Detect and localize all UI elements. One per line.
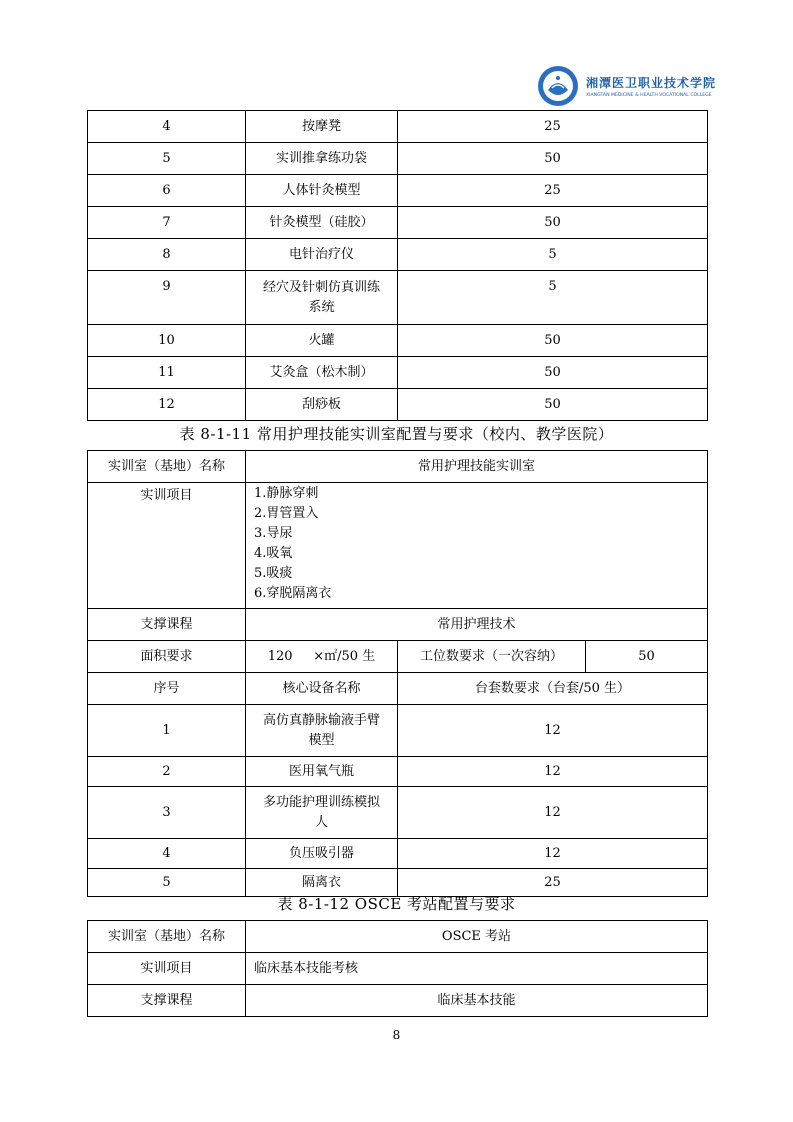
page-number: 8 <box>392 1028 401 1042</box>
room-label: 实训室（基地）名称 <box>88 921 246 953</box>
table-row <box>88 921 708 953</box>
projects-label: 实训项目 <box>88 953 246 985</box>
row-number: 3 <box>88 787 246 839</box>
equipment-name-line2: 模型 <box>308 732 335 748</box>
equipment-qty: 5 <box>398 271 708 325</box>
row-number: 6 <box>88 175 246 207</box>
table-row <box>88 175 708 207</box>
projects-label: 实训项目 <box>88 483 246 609</box>
equipment-name <box>246 271 398 325</box>
equipment-name: 隔离衣 <box>246 869 398 897</box>
list-item: 1.静脉穿刺 <box>254 486 319 501</box>
row-number: 11 <box>88 357 246 389</box>
table-row <box>88 609 708 641</box>
equipment-qty: 25 <box>398 175 708 207</box>
equipment-qty: 12 <box>398 705 708 757</box>
equipment-name-line1: 经穴及针刺仿真训练 <box>262 279 380 295</box>
table-row <box>88 985 708 1017</box>
college-logo <box>536 62 717 110</box>
college-name-en: XIANGTAN MEDICINE & HEALTH VOCATIONAL COLLEGE <box>586 93 712 98</box>
area-label: 面积要求 <box>88 641 246 673</box>
course-label: 支撑课程 <box>88 985 246 1017</box>
row-number: 9 <box>88 271 246 325</box>
course-value: 临床基本技能 <box>246 985 708 1017</box>
area-unit: ×㎡/50 生 <box>313 648 376 664</box>
table-row <box>88 357 708 389</box>
table-caption-8-1-11: 表 8-1-11 常用护理技能实训室配置与要求（校内、教学医院） <box>179 425 614 443</box>
equipment-qty: 50 <box>398 389 708 421</box>
equipment-name: 电针治疗仪 <box>246 239 398 271</box>
equipment-name-line1: 高仿真静脉输液手臂 <box>262 712 380 728</box>
equipment-qty: 12 <box>398 839 708 869</box>
equipment-qty: 50 <box>398 143 708 175</box>
list-item: 3.导尿 <box>254 526 293 541</box>
table-row <box>88 143 708 175</box>
table-row <box>88 705 708 757</box>
equipment-name: 按摩凳 <box>246 111 398 143</box>
area-value <box>246 641 398 673</box>
table-row <box>88 641 708 673</box>
row-number: 5 <box>88 143 246 175</box>
row-number: 7 <box>88 207 246 239</box>
area-number: 120 <box>267 648 293 664</box>
table-caption-8-1-12: 表 8-1-12 OSCE 考站配置与要求 <box>277 895 516 913</box>
stations-value: 50 <box>586 641 708 673</box>
equipment-qty: 12 <box>398 757 708 787</box>
row-number: 10 <box>88 325 246 357</box>
projects-value: 临床基本技能考核 <box>246 953 708 985</box>
equipment-qty: 25 <box>398 869 708 897</box>
table-row <box>88 787 708 839</box>
row-number: 4 <box>88 111 246 143</box>
college-name-cn: 湘潭医卫职业技术学院 <box>586 76 717 90</box>
equipment-name-line2: 人 <box>314 814 328 830</box>
course-value: 常用护理技术 <box>246 609 708 641</box>
table-row <box>88 207 708 239</box>
equipment-name: 艾灸盒（松木制） <box>246 357 398 389</box>
equipment-name <box>246 705 398 757</box>
equipment-qty: 50 <box>398 357 708 389</box>
table-row <box>88 839 708 869</box>
table-header-row <box>88 673 708 705</box>
equipment-name: 人体针灸模型 <box>246 175 398 207</box>
row-number: 1 <box>88 705 246 757</box>
college-emblem-icon <box>536 64 580 108</box>
equipment-name: 实训推拿练功袋 <box>246 143 398 175</box>
equipment-name-line1: 多功能护理训练模拟 <box>262 794 380 810</box>
equipment-name: 医用氧气瓶 <box>246 757 398 787</box>
equipment-name: 刮痧板 <box>246 389 398 421</box>
row-number: 12 <box>88 389 246 421</box>
equipment-name-line2: 系统 <box>308 299 335 315</box>
table-row <box>88 757 708 787</box>
equipment-name: 火罐 <box>246 325 398 357</box>
row-number: 8 <box>88 239 246 271</box>
table-row <box>88 325 708 357</box>
equipment-qty: 25 <box>398 111 708 143</box>
row-number: 5 <box>88 869 246 897</box>
table-row <box>88 271 708 325</box>
equipment-name: 针灸模型（硅胶） <box>246 207 398 239</box>
table-row <box>88 111 708 143</box>
table-row <box>88 483 708 609</box>
projects-list <box>246 483 708 609</box>
col-header-no: 序号 <box>88 673 246 705</box>
nursing-lab-table <box>87 450 708 897</box>
row-number: 4 <box>88 839 246 869</box>
col-header-qty: 台套数要求（台套/50 生） <box>398 673 708 705</box>
equipment-table-continued <box>87 110 708 421</box>
list-item: 5.吸痰 <box>254 566 293 581</box>
course-label: 支撑课程 <box>88 609 246 641</box>
osce-station-table <box>87 920 708 1017</box>
table-row <box>88 389 708 421</box>
equipment-name: 负压吸引器 <box>246 839 398 869</box>
equipment-name <box>246 787 398 839</box>
stations-label: 工位数要求（一次容纳） <box>398 641 586 673</box>
list-item: 4.吸氧 <box>254 546 293 561</box>
list-item: 6.穿脱隔离衣 <box>254 586 332 601</box>
table-row <box>88 953 708 985</box>
col-header-name: 核心设备名称 <box>246 673 398 705</box>
equipment-qty: 50 <box>398 207 708 239</box>
room-label: 实训室（基地）名称 <box>88 451 246 483</box>
table-row <box>88 451 708 483</box>
row-number: 2 <box>88 757 246 787</box>
equipment-qty: 12 <box>398 787 708 839</box>
list-item: 2.胃管置入 <box>254 506 319 521</box>
room-value: OSCE 考站 <box>246 921 708 953</box>
room-value: 常用护理技能实训室 <box>246 451 708 483</box>
table-row <box>88 239 708 271</box>
equipment-qty: 5 <box>398 239 708 271</box>
equipment-qty: 50 <box>398 325 708 357</box>
